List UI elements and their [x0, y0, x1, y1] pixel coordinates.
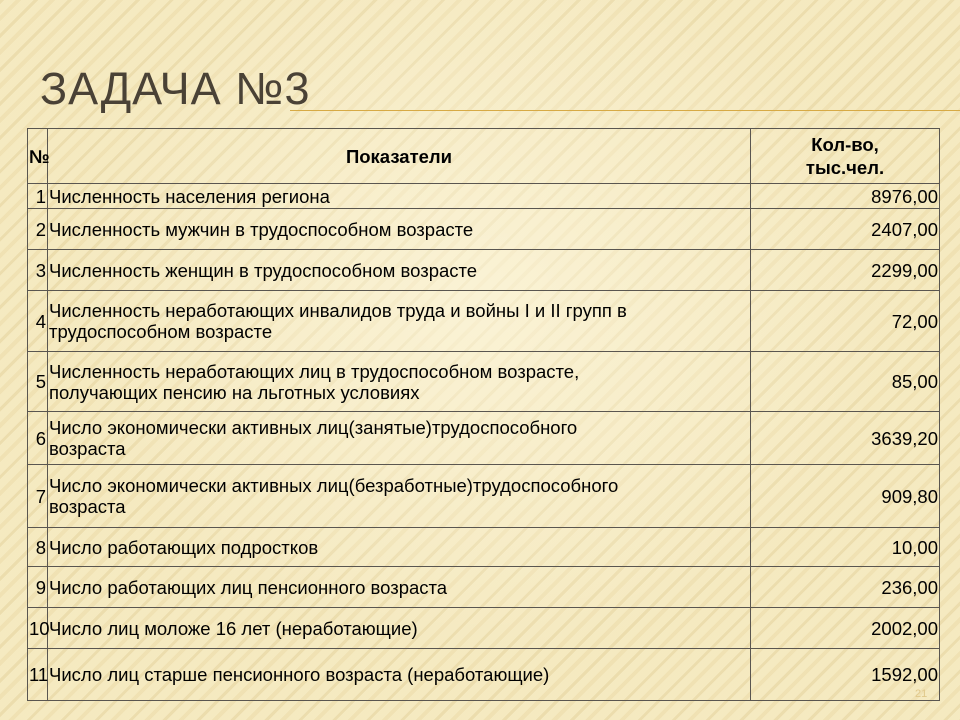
row-value: 2407,00: [751, 209, 940, 250]
row-indicator: Число работающих подростков: [48, 528, 751, 567]
row-indicator: Число работающих лиц пенсионного возраста: [48, 567, 751, 608]
title-underline: [290, 110, 960, 111]
row-value: 72,00: [751, 291, 940, 352]
row-value: 909,80: [751, 465, 940, 528]
header-num: №: [28, 129, 48, 184]
row-indicator: Число лиц старше пенсионного возраста (неработающие): [48, 649, 751, 701]
row-indicator-line2: получающих пенсию на льготных условиях: [49, 381, 420, 403]
row-indicator: [48, 412, 751, 465]
row-indicator: [48, 352, 751, 412]
row-number: 7: [28, 465, 48, 528]
row-indicator: [48, 291, 751, 352]
table-row: [28, 412, 940, 465]
row-value: 85,00: [751, 352, 940, 412]
row-indicator: Численность населения региона: [48, 184, 751, 209]
table-row: [28, 352, 940, 412]
table-row: [28, 649, 940, 701]
row-value: 8976,00: [751, 184, 940, 209]
row-number: 8: [28, 528, 48, 567]
table-row: [28, 608, 940, 649]
row-indicator-line2: возраста: [49, 496, 126, 517]
header-indicators: Показатели: [48, 129, 751, 184]
row-number: 9: [28, 567, 48, 608]
slide-title: ЗАДАЧА №3: [40, 63, 311, 114]
table-row: [28, 567, 940, 608]
page-number: 21: [915, 688, 928, 700]
row-number: 11: [28, 649, 48, 701]
row-number: 5: [28, 352, 48, 412]
row-value: 10,00: [751, 528, 940, 567]
row-value: 2299,00: [751, 250, 940, 291]
row-value: 236,00: [751, 567, 940, 608]
row-number: 10: [28, 608, 48, 649]
table-header-row: [28, 129, 940, 184]
table-row: [28, 184, 940, 209]
row-value: 3639,20: [751, 412, 940, 465]
row-indicator-line1: Численность неработающих инвалидов труда и войны I и II групп в: [49, 300, 627, 321]
row-indicator: Число лиц моложе 16 лет (неработающие): [48, 608, 751, 649]
table-row: [28, 250, 940, 291]
row-number: 2: [28, 209, 48, 250]
table-row: [28, 209, 940, 250]
header-quantity: [751, 129, 940, 184]
row-value: 2002,00: [751, 608, 940, 649]
row-indicator-line2: трудоспособном возрасте: [49, 321, 273, 342]
row-indicator-line1: Численность неработающих лиц в трудоспособном возрасте,: [49, 360, 580, 382]
table-row: [28, 291, 940, 352]
row-number: 4: [28, 291, 48, 352]
table-row: [28, 528, 940, 567]
row-value: 1592,00: [751, 649, 940, 701]
row-indicator-line1: Число экономически активных лиц(занятые)трудоспособного: [49, 417, 578, 438]
row-number: 3: [28, 250, 48, 291]
indicators-table: [27, 128, 940, 701]
header-quantity-line1: Кол-во,: [811, 134, 879, 155]
row-indicator: [48, 465, 751, 528]
table-row: [28, 465, 940, 528]
row-number: 1: [28, 184, 48, 209]
row-indicator: Численность мужчин в трудоспособном возрасте: [48, 209, 751, 250]
header-quantity-line2: тыс.чел.: [805, 157, 885, 178]
row-indicator: Численность женщин в трудоспособном возрасте: [48, 250, 751, 291]
row-number: 6: [28, 412, 48, 465]
row-indicator-line1: Число экономически активных лиц(безработные)трудоспособного: [49, 475, 619, 496]
row-indicator-line2: возраста: [49, 438, 126, 459]
